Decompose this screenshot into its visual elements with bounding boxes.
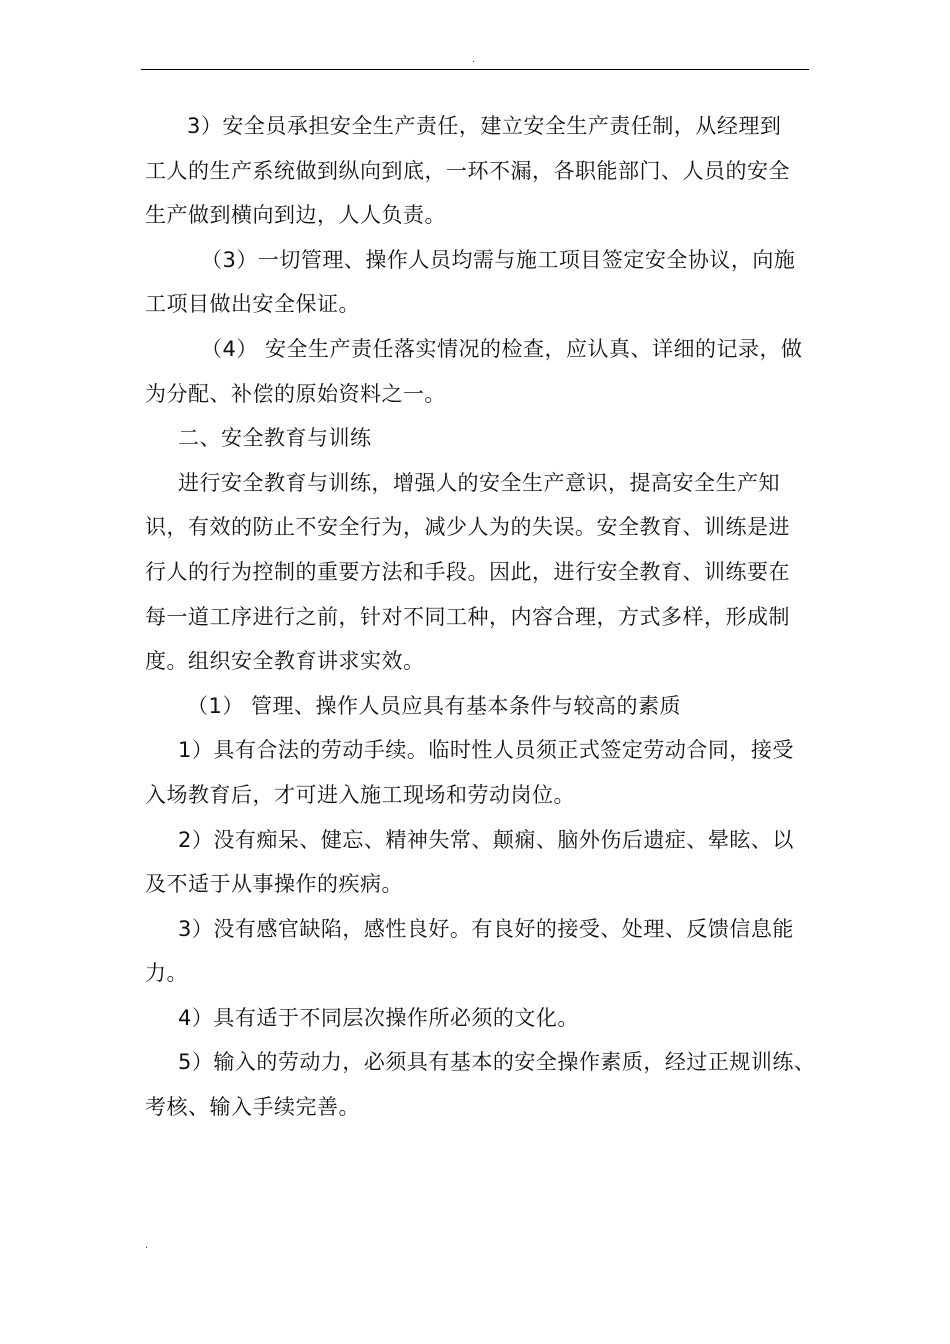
text-line: 为分配、补偿的原始资料之一。 bbox=[145, 381, 446, 406]
text-line: 度。组织安全教育讲求实效。 bbox=[145, 649, 425, 674]
text-line: 生产做到横向到边，人人负责。 bbox=[145, 203, 446, 228]
footer-dot: . bbox=[145, 1240, 149, 1251]
text-line: 入场教育后，才可进入施工现场和劳动岗位。 bbox=[145, 782, 575, 807]
text-line: 4）具有适于不同层次操作所必须的文化。 bbox=[178, 1005, 579, 1030]
paragraph bbox=[145, 416, 825, 461]
paragraph bbox=[145, 461, 825, 684]
header-dot: . bbox=[472, 54, 476, 65]
text-line: 及不适于从事操作的疾病。 bbox=[145, 872, 403, 897]
paragraph bbox=[145, 1040, 825, 1129]
paragraph bbox=[145, 238, 825, 327]
text-line: 1）具有合法的劳动手续。临时性人员须正式签定劳动合同，接受 bbox=[178, 738, 794, 763]
text-line: 5）输入的劳动力，必须具有基本的安全操作素质，经过正规训练、 bbox=[178, 1050, 816, 1075]
text-line: 工人的生产系统做到纵向到底，一环不漏，各职能部门、人员的安全 bbox=[145, 158, 790, 183]
text-line: （3）一切管理、操作人员均需与施工项目签定安全协议，向施 bbox=[201, 247, 796, 272]
text-line: （4） 安全生产责任落实情况的检查，应认真、详细的记录，做 bbox=[201, 336, 803, 361]
paragraph bbox=[145, 728, 825, 817]
text-line: 进行安全教育与训练，增强人的安全生产意识，提高安全生产知 bbox=[178, 470, 780, 495]
paragraph bbox=[145, 907, 825, 996]
text-line: 二、安全教育与训练 bbox=[178, 426, 372, 451]
document-body bbox=[145, 104, 825, 1130]
text-line: 力。 bbox=[145, 961, 188, 986]
paragraph bbox=[145, 818, 825, 907]
header-rule bbox=[141, 69, 809, 70]
text-line: 2）没有痴呆、健忘、精神失常、颠痫、脑外伤后遗症、晕眩、以 bbox=[178, 827, 794, 852]
text-line: 3）安全员承担安全生产责任，建立安全生产责任制，从经理到 bbox=[187, 114, 782, 138]
paragraph bbox=[145, 104, 825, 238]
text-line: 识，有效的防止不安全行为，减少人为的失误。安全教育、训练是进 bbox=[145, 515, 790, 540]
text-line: 每一道工序进行之前，针对不同工种，内容合理，方式多样，形成制 bbox=[145, 604, 790, 629]
text-line: 3）没有感官缺陷，感性良好。有良好的接受、处理、反馈信息能 bbox=[178, 916, 794, 941]
paragraph bbox=[145, 996, 825, 1041]
text-line: 工项目做出安全保证。 bbox=[145, 292, 360, 317]
text-line: 考核、输入手续完善。 bbox=[145, 1095, 360, 1120]
text-line: 行人的行为控制的重要方法和手段。因此，进行安全教育、训练要在 bbox=[145, 559, 790, 584]
text-line: （1） 管理、操作人员应具有基本条件与较高的素质 bbox=[187, 693, 682, 718]
paragraph bbox=[145, 684, 825, 729]
paragraph bbox=[145, 327, 825, 416]
